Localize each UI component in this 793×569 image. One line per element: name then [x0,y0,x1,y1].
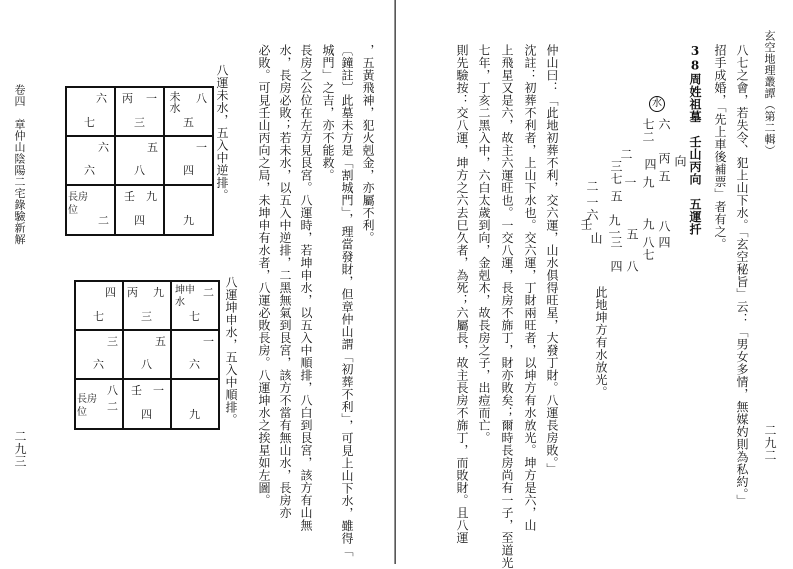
chart-label-bing: 丙 [657,152,671,165]
grid-star: 一 [146,92,157,105]
grid-caption: 八運坤申水，五入中順排。 [224,276,238,426]
body-text-col: 沈註：初葬不利者，上山下水也。交六運，丁財兩旺者，以坤方有水放光。坤方是六，山 [523,44,537,532]
left-page-header: 卷四 章仲山陰陽二宅錄驗新解 [13,84,26,245]
chart-star: 八 [657,220,671,233]
flying-star-grid-bottom [74,280,220,430]
grid-star: 六 [84,164,95,177]
grid-star: 四 [183,164,194,177]
grid-star: 三 [107,335,118,348]
grid-star: 七 [84,116,95,129]
chart-star: 五 [657,170,671,183]
grid-water-label: 未水 [168,91,181,113]
body-text-col: 此地坤方有水放光。 [594,286,608,399]
body-text-col: 〔鐘註〕此墓未方是「割城門」，理當發財，但章仲山謂「初葬不利」，可見上山下水，雖得「 [340,44,354,557]
grid-star: 丙 [122,92,133,105]
right-page-number: 二九二 [763,424,777,462]
body-text-col: 城門」之吉，亦不能救。 [321,44,335,182]
chart-label-ren: 壬 [579,218,593,231]
grid-star: 六 [96,92,107,105]
chart-star: 九一 [607,214,621,239]
left-page [0,0,396,564]
body-text-col: 招手成婚，「先上車後補票」者有之。 [713,44,727,251]
body-text-col: 上飛星又是六，故主六運旺也。一交八運，長房不旆丁，財亦敗矣；爾時長房尚有一子，至道光 [500,44,514,569]
body-text-col: 水，長房必敗；若未水，以五入中逆排，二黑無氣到艮宮，該方不當有無山水，長房亦 [278,44,292,519]
grid-star: 五 [147,141,158,154]
grid-star: 丙 [127,286,138,299]
grid-star: 六 [98,141,109,154]
body-text-col: 七年，丁亥二黑入中，六白太歲到向，金剋木，故長房之子，出痘而亡。 [477,44,491,444]
flying-star-grid-top [65,86,214,236]
section-title: 38周姓祖墓 壬山丙向 五運扦 [688,44,702,236]
chart-star: 九 [641,218,655,231]
water-circle-label: 水 [649,96,665,112]
grid-star: 四 [141,408,152,421]
body-text-col: 則先驗按：交八運，坤方之六去巳久者，為死；六屬長，故主長房不旆丁，而敗財。且八運 [455,44,469,544]
grid-star: 八 [196,92,207,105]
body-text-col: 仲山曰：「此地初葬不利，交六運，山水俱得旺星，大發丁財。八運長房敗。」 [545,44,559,476]
grid-star: 三 [141,310,152,323]
grid-star: 八 [134,164,145,177]
chart-star: 三 [609,236,623,249]
grid-star: 壬 [124,190,135,203]
grid-star: 五 [183,116,194,129]
grid-star: 二 [98,214,109,227]
grid-star: 九 [153,286,164,299]
grid-star: 八 [107,384,118,397]
chart-star: 九 [641,176,655,189]
grid-star: 六 [93,358,104,371]
grid-star: 壬 [131,384,142,397]
eldest-son-position-label: 長房位 [68,192,88,216]
grid-star: 七 [189,310,200,323]
chart-star: 四 [657,236,671,249]
grid-star: 八 [141,358,152,371]
grid-star: 五 [155,335,166,348]
grid-star: 四 [105,286,116,299]
grid-star: 二 [203,286,214,299]
chart-star: 七二 [641,118,655,143]
grid-star: 九 [146,190,157,203]
chart-star: 二 [585,180,599,193]
chart-star: 三七 [609,160,623,185]
chart-label-shan: 山 [589,232,603,245]
body-text-col: 必敗。可見壬山丙向之局，未坤申有水者，八運必敗長房。八運坤水之挨星如左圖。 [257,44,271,507]
chart-star: 六 [657,118,671,131]
chart-label-xiang: 向 [673,155,687,168]
grid-star: 七 [93,310,104,323]
chart-star: 四 [643,158,657,171]
chart-star: 一 [623,176,637,189]
grid-star: 一 [153,384,164,397]
grid-star: 九 [189,408,200,421]
grid-star: 一 [203,335,214,348]
eldest-son-position-label: 長房位 [77,394,97,418]
left-page-number: 二九三 [13,430,27,468]
grid-star: 六 [189,358,200,371]
chart-star: 五 [609,190,623,203]
right-page [396,0,793,569]
chart-star: 八七 [641,236,655,261]
grid-caption: 八運未水，五入中逆排。 [215,64,229,202]
chart-star: 八 [625,260,639,273]
chart-star: 一六 [585,196,599,221]
chart-star: 五 [625,228,639,241]
grid-star: 一 [196,141,207,154]
body-text-col: ，五黃飛神，犯火剋金，亦屬不利。 [361,44,375,244]
grid-star: 二 [107,400,118,413]
chart-star: 二 [619,148,633,161]
grid-star: 三 [134,116,145,129]
grid-star: 九 [183,214,194,227]
body-text-col: 長房之公位在左方見艮宮。八運時，若坤申水，以五入中順排，八白到艮宮，該方有山無 [299,44,313,532]
grid-star: 四 [134,214,145,227]
right-page-header: 玄空地理叢譚（第二輯） [763,30,776,157]
body-text-col: 八七之會，若失令、犯上山下水。「玄空秘旨」云：「男女多情，無媒妁則為私約。」 [735,44,749,507]
grid-water-label: 坤申水 [175,285,195,308]
chart-star: 四 [609,260,623,273]
